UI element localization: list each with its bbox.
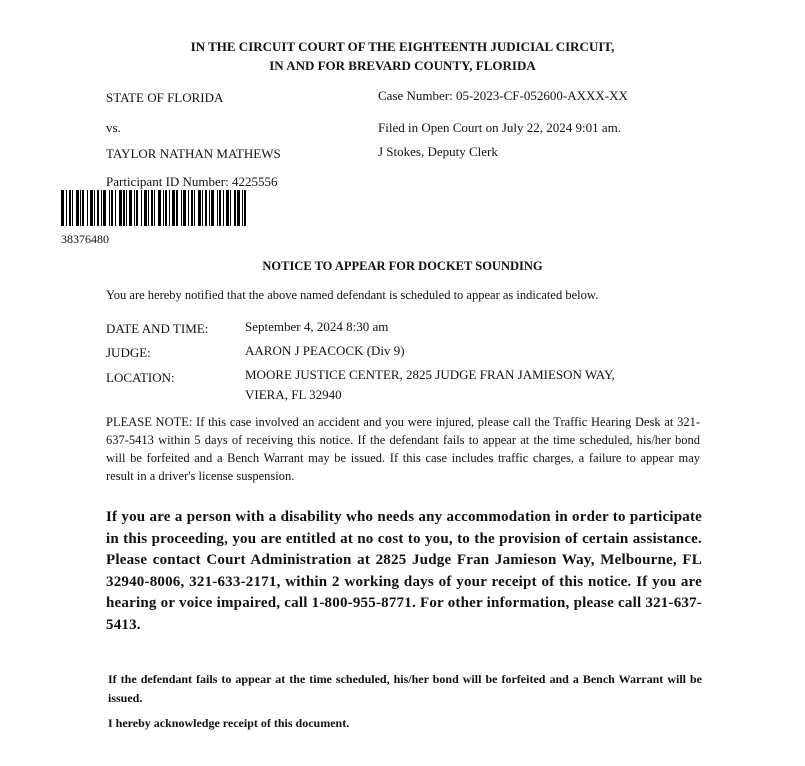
date-time-value: September 4, 2024 8:30 am (245, 319, 389, 334)
date-time-label: DATE AND TIME: (106, 321, 209, 336)
deputy-clerk: J Stokes, Deputy Clerk (378, 144, 498, 159)
participant-id: Participant ID Number: 4225556 (106, 174, 278, 189)
location-line-1: MOORE JUSTICE CENTER, 2825 JUDGE FRAN JAMIESON WAY, (245, 367, 615, 382)
barcode (61, 190, 293, 226)
barcode-number: 38376480 (61, 232, 109, 246)
please-note-paragraph: PLEASE NOTE: If this case involved an accident and you were injured, please call the Traffic Hearing Desk at 321-637-5413 within 5 days of receiving this notice. If the defendant fails to appear at the time scheduled, his/her bond will be forfeited and a Bench Warrant may be issued. If this case includes traffic charges, a failure to appear may result in a driver's license suspension. (106, 415, 700, 483)
notice-intro: You are hereby notified that the above named defendant is scheduled to appear as indicated below. (106, 288, 599, 302)
ada-accommodation-notice: If you are a person with a disability who needs any accommodation in order to participate in this proceeding, you are entitled at no cost to you, to the provision of certain assistance. Please contact Court Administration at 2825 Judge Fran Jamieson Way, Melbourne, FL 32940-8006, 321-633-2171, within 2 working days of your receipt of this notice. If you are hearing or voice impaired, call 1-800-955-8771. For other information, please call 321-637-5413. (106, 509, 702, 633)
versus-text: vs. (106, 120, 121, 135)
notice-title: NOTICE TO APPEAR FOR DOCKET SOUNDING (262, 259, 543, 273)
location-label: LOCATION: (106, 370, 175, 385)
court-heading-line-1: IN THE CIRCUIT COURT OF THE EIGHTEENTH JUDICIAL CIRCUIT, (190, 39, 615, 54)
judge-label: JUDGE: (106, 345, 151, 360)
location-line-2: VIERA, FL 32940 (245, 387, 342, 402)
defendant-name: TAYLOR NATHAN MATHEWS (106, 146, 281, 161)
plaintiff-name: STATE OF FLORIDA (106, 90, 224, 105)
case-number: Case Number: 05-2023-CF-052600-AXXX-XX (378, 88, 628, 103)
filed-date: Filed in Open Court on July 22, 2024 9:01 am. (378, 120, 622, 135)
judge-value: AARON J PEACOCK (Div 9) (245, 343, 405, 358)
receipt-acknowledgment: I hereby acknowledge receipt of this document. (108, 716, 350, 730)
failure-to-appear-warning: If the defendant fails to appear at the time scheduled, his/her bond will be forfeited and a Bench Warrant will be issued. (108, 672, 702, 705)
court-heading-line-2: IN AND FOR BREVARD COUNTY, FLORIDA (269, 58, 536, 73)
